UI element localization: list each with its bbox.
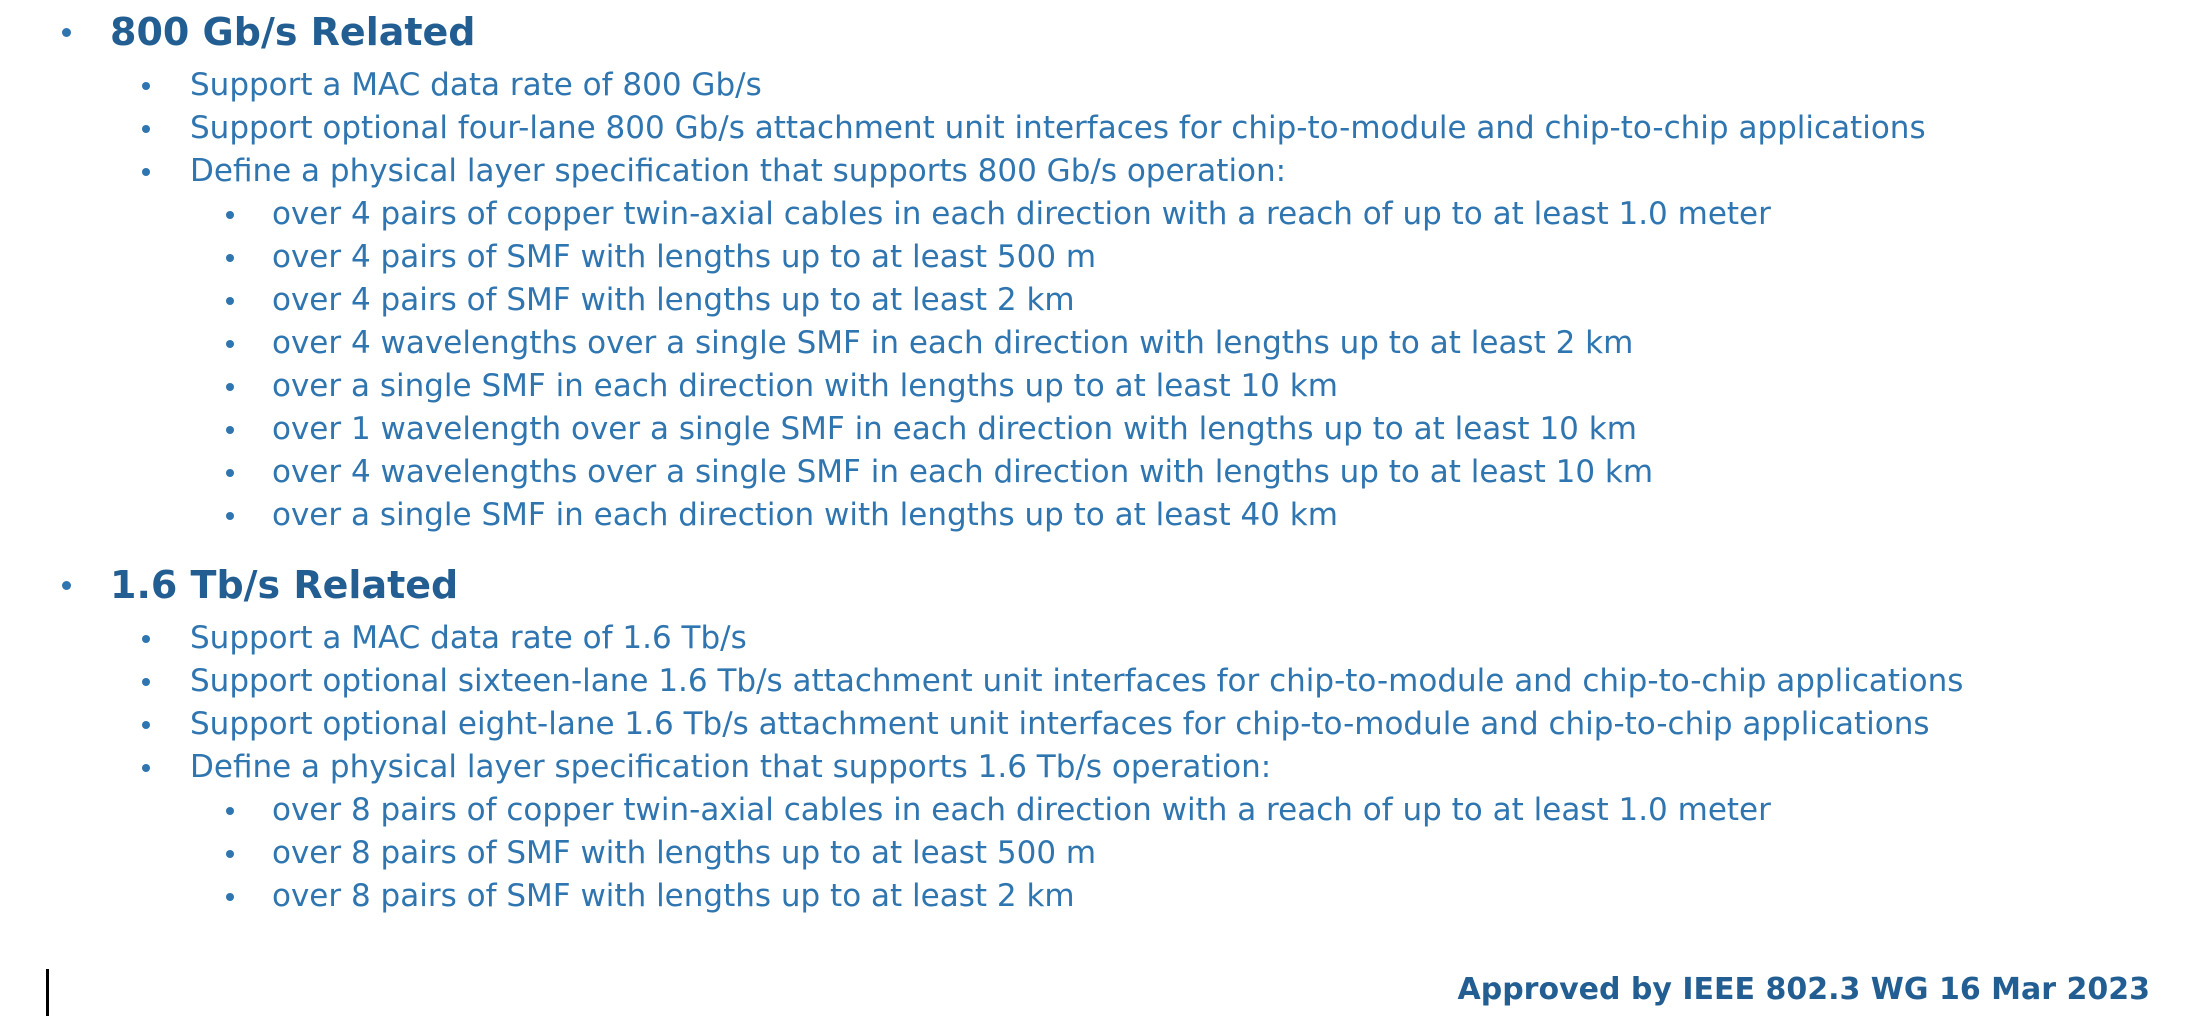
objective-item — [142, 150, 2194, 193]
objective-text: Support optional eight-lane 1.6 Tb/s attachment unit interfaces for chip-to-module and chip-to-chip applications — [190, 706, 1930, 742]
objective-text: Define a physical layer specification that supports 800 Gb/s operation: — [190, 153, 1287, 189]
section-title: 800 Gb/s Related — [110, 10, 476, 54]
objectives-section — [0, 6, 2194, 537]
objective-subitem — [226, 408, 2194, 451]
objective-subitem — [226, 451, 2194, 494]
objective-subtext: over 4 pairs of SMF with lengths up to at least 500 m — [272, 239, 1097, 275]
bullet-icon — [142, 125, 150, 133]
objective-subtext: over 4 wavelengths over a single SMF in each direction with lengths up to at least 2 km — [272, 325, 1634, 361]
bullet-icon — [226, 297, 234, 305]
objective-item — [142, 746, 2194, 789]
section-heading-row — [62, 6, 2194, 58]
objective-subtext: over 4 pairs of copper twin-axial cables in each direction with a reach of up to at least 1.0 meter — [272, 196, 1771, 232]
bullet-icon — [226, 211, 234, 219]
bullet-icon — [226, 807, 234, 815]
section-items — [0, 617, 2194, 918]
objective-subtext: over 1 wavelength over a single SMF in each direction with lengths up to at least 10 km — [272, 411, 1637, 447]
objective-text: Support a MAC data rate of 800 Gb/s — [190, 67, 762, 103]
objective-text: Support a MAC data rate of 1.6 Tb/s — [190, 620, 747, 656]
objective-subitem — [226, 365, 2194, 408]
objective-subitem — [226, 193, 2194, 236]
objective-item — [142, 617, 2194, 660]
objective-subtext: over a single SMF in each direction with lengths up to at least 40 km — [272, 497, 1338, 533]
objective-text: Support optional sixteen-lane 1.6 Tb/s attachment unit interfaces for chip-to-module and chip-to-chip applications — [190, 663, 1964, 699]
bullet-icon — [226, 383, 234, 391]
section-title: 1.6 Tb/s Related — [110, 563, 459, 607]
bullet-icon — [226, 426, 234, 434]
bullet-icon — [226, 254, 234, 262]
bullet-icon — [62, 581, 71, 590]
objective-subtext: over 8 pairs of SMF with lengths up to at least 2 km — [272, 878, 1075, 914]
bullet-icon — [226, 512, 234, 520]
bullet-icon — [142, 678, 150, 686]
objective-item — [142, 703, 2194, 746]
objectives-section — [0, 559, 2194, 918]
objective-subitem — [226, 832, 2194, 875]
objective-text: Define a physical layer specification that supports 1.6 Tb/s operation: — [190, 749, 1272, 785]
objective-subtext: over 4 wavelengths over a single SMF in each direction with lengths up to at least 10 km — [272, 454, 1654, 490]
objective-item — [142, 64, 2194, 107]
objective-subitem — [226, 279, 2194, 322]
objective-subitem — [226, 789, 2194, 832]
bullet-icon — [226, 469, 234, 477]
bullet-icon — [142, 721, 150, 729]
objective-text: Support optional four-lane 800 Gb/s attachment unit interfaces for chip-to-module and chip-to-chip applications — [190, 110, 1926, 146]
bullet-icon — [62, 28, 71, 37]
section-heading-row — [62, 559, 2194, 611]
objective-subitem — [226, 236, 2194, 279]
section-items — [0, 64, 2194, 537]
bullet-icon — [226, 893, 234, 901]
bullet-icon — [142, 82, 150, 90]
bullet-icon — [226, 340, 234, 348]
objective-subtext: over a single SMF in each direction with lengths up to at least 10 km — [272, 368, 1338, 404]
objective-subtext: over 8 pairs of copper twin-axial cables in each direction with a reach of up to at least 1.0 meter — [272, 792, 1771, 828]
objective-item — [142, 107, 2194, 150]
objective-subitem — [226, 875, 2194, 918]
approval-note: Approved by IEEE 802.3 WG 16 Mar 2023 — [1457, 972, 2150, 1007]
bullet-icon — [226, 850, 234, 858]
bullet-icon — [142, 168, 150, 176]
bullet-icon — [142, 764, 150, 772]
slide-content — [0, 6, 2194, 918]
bullet-icon — [142, 635, 150, 643]
text-cursor — [46, 969, 49, 1016]
objective-subitem — [226, 494, 2194, 537]
objective-subitem — [226, 322, 2194, 365]
objective-subtext: over 8 pairs of SMF with lengths up to at least 500 m — [272, 835, 1097, 871]
objective-item — [142, 660, 2194, 703]
objective-subtext: over 4 pairs of SMF with lengths up to at least 2 km — [272, 282, 1075, 318]
